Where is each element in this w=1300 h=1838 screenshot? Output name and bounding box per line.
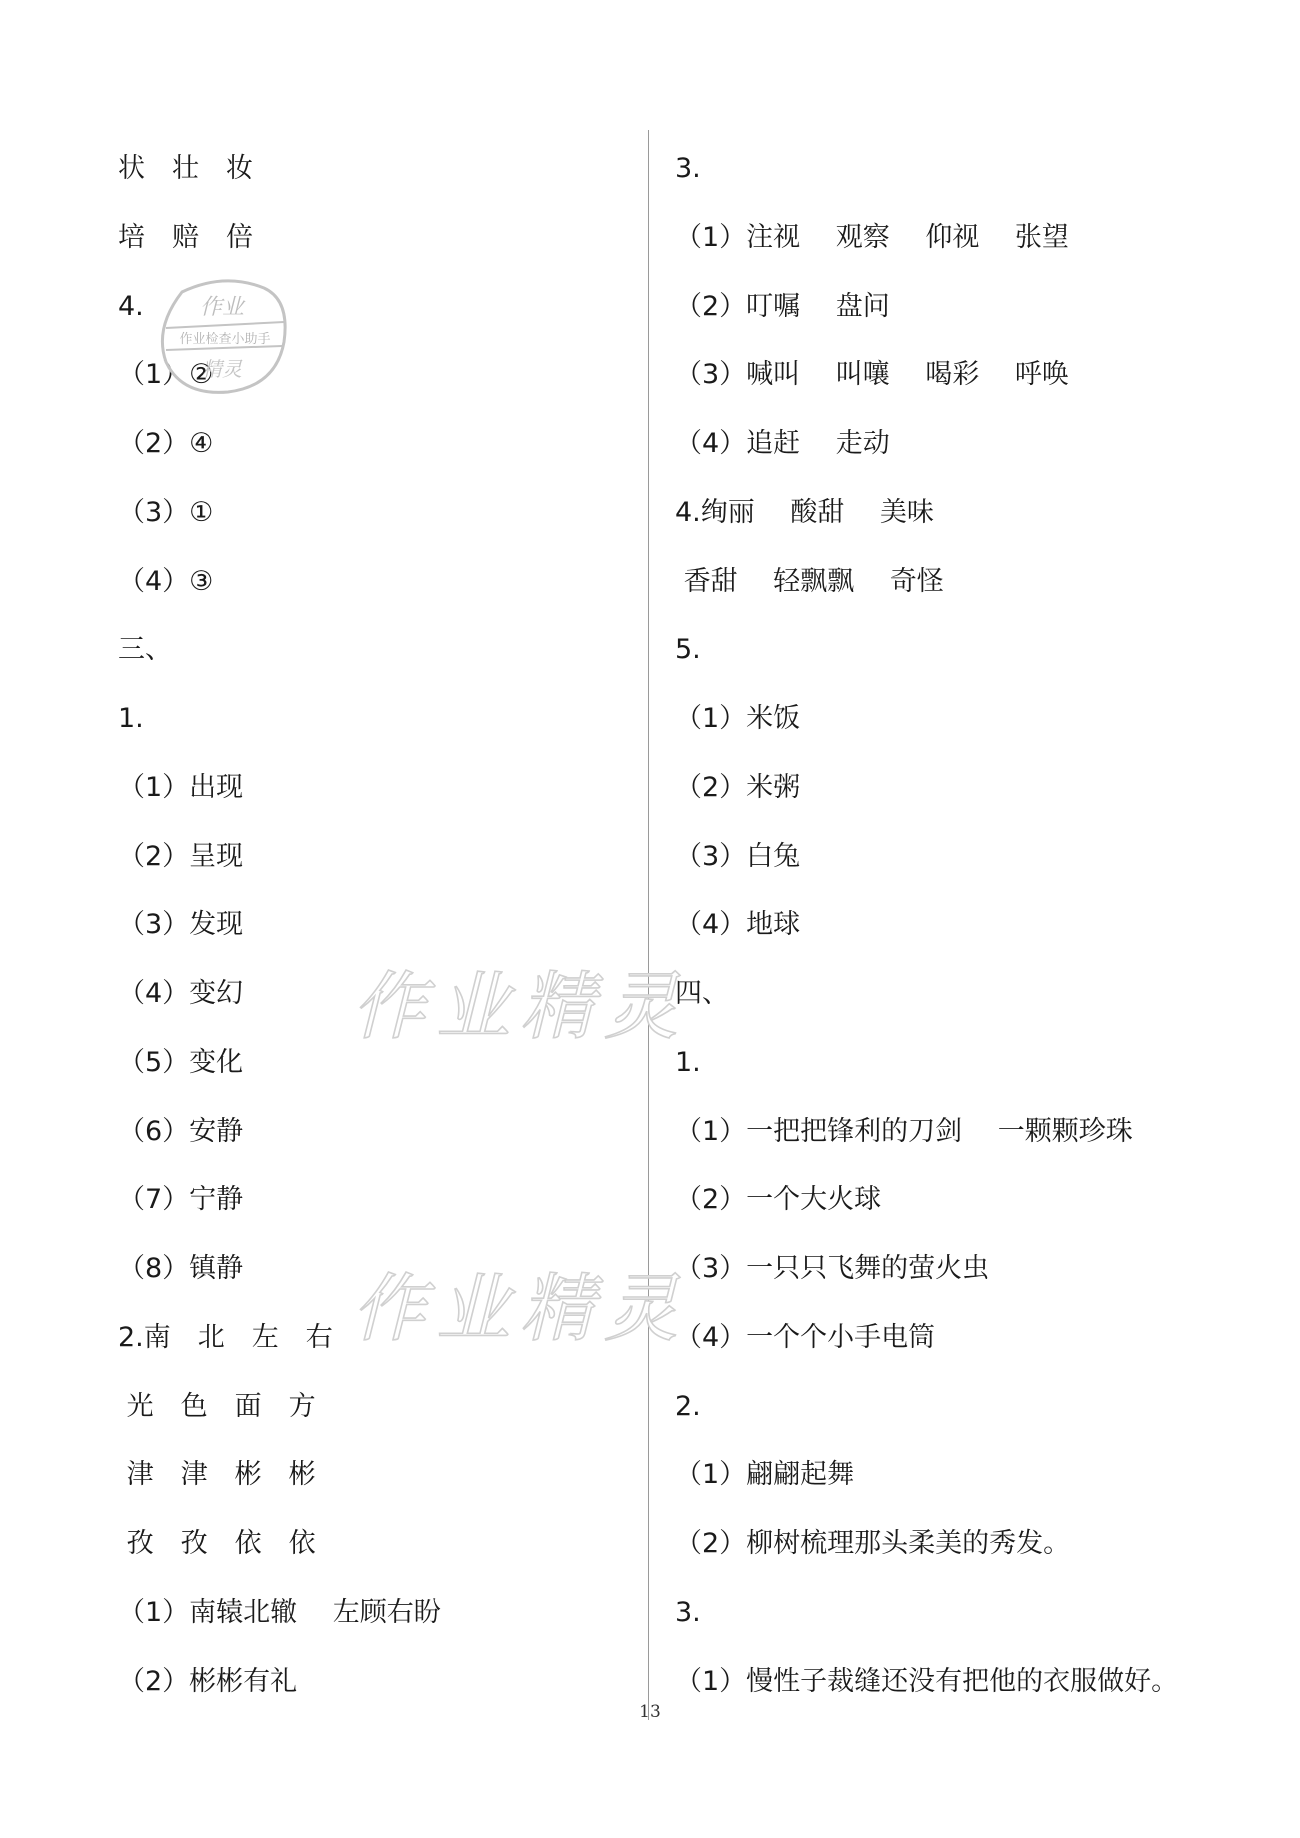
answer-line: （5）变化 <box>118 1047 244 1078</box>
answer-line: （1）出现 <box>118 772 244 803</box>
section-heading: 四、 <box>675 978 729 1009</box>
answer-line: （1）② <box>118 359 214 390</box>
answer-line: （7）宁静 <box>118 1184 244 1215</box>
answer-line: 3. <box>675 153 701 184</box>
answer-line: （1）注视 观察 仰视 张望 <box>675 222 1069 253</box>
answer-line: （3）白兔 <box>675 841 801 872</box>
answer-line: （3）喊叫 叫嚷 喝彩 呼唤 <box>675 359 1069 390</box>
answer-line: （4）追赶 走动 <box>675 428 890 459</box>
answer-line: （3）发现 <box>118 909 244 940</box>
answer-line: 光 色 面 方 <box>118 1391 316 1422</box>
page-number: 13 <box>639 1702 661 1722</box>
watermark-stamp-logo <box>152 270 294 400</box>
answer-line: 2.南 北 左 右 <box>118 1322 333 1353</box>
answer-line: （1）南辕北辙 左顾右盼 <box>118 1597 441 1628</box>
answer-line: 2. <box>675 1391 701 1422</box>
answer-line: 培 赔 倍 <box>118 222 253 253</box>
answer-line: 孜 孜 依 依 <box>118 1528 316 1559</box>
answer-line: （1）米饭 <box>675 703 801 734</box>
answer-line: 香甜 轻飘飘 奇怪 <box>675 566 944 597</box>
section-heading: 三、 <box>118 634 172 665</box>
answer-line: 5. <box>675 634 701 665</box>
answer-line: （2）米粥 <box>675 772 801 803</box>
svg-text:作业: 作业 <box>199 295 245 320</box>
watermark-text: 作业精灵 <box>352 964 688 1050</box>
answer-line: （2）呈现 <box>118 841 244 872</box>
answer-line: （2）叮嘱 盘问 <box>675 291 890 322</box>
column-divider <box>648 130 649 1720</box>
answer-line: （1）慢性子裁缝还没有把他的衣服做好。 <box>675 1666 1179 1697</box>
answer-line: （2）彬彬有礼 <box>118 1666 298 1697</box>
answer-line: （6）安静 <box>118 1116 244 1147</box>
answer-line: 4. <box>118 291 144 322</box>
answer-line: （4）地球 <box>675 909 801 940</box>
watermark-text: 作业精灵 <box>352 1266 688 1352</box>
answer-line: （2）④ <box>118 428 214 459</box>
answer-line: 4.绚丽 酸甜 美味 <box>675 497 934 528</box>
answer-line: （4）一个个小手电筒 <box>675 1322 936 1353</box>
answer-line: 状 壮 妆 <box>118 153 253 184</box>
answer-line: （2）一个大火球 <box>675 1184 882 1215</box>
answer-line: 津 津 彬 彬 <box>118 1459 316 1490</box>
answer-line: （1）一把把锋利的刀剑 一颗颗珍珠 <box>675 1116 1133 1147</box>
answer-line: 3. <box>675 1597 701 1628</box>
answer-line: （2）柳树梳理那头柔美的秀发。 <box>675 1528 1071 1559</box>
answer-line: （8）镇静 <box>118 1253 244 1284</box>
svg-text:作业检查小助手: 作业检查小助手 <box>179 332 271 347</box>
svg-text:精灵: 精灵 <box>202 357 242 381</box>
answer-line: （3）① <box>118 497 214 528</box>
answer-line: 1. <box>118 703 144 734</box>
answer-line: （1）翩翩起舞 <box>675 1459 855 1490</box>
answer-line: （4）③ <box>118 566 214 597</box>
answer-line: 1. <box>675 1047 701 1078</box>
answer-line: （4）变幻 <box>118 978 244 1009</box>
answer-line: （3）一只只飞舞的萤火虫 <box>675 1253 990 1284</box>
